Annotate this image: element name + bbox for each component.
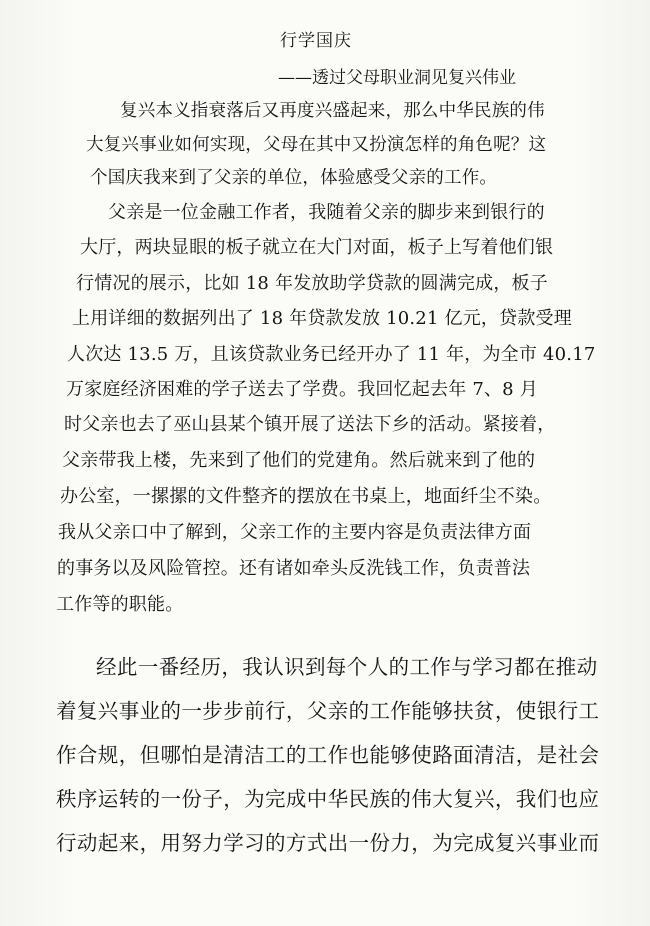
body-line-14: 的事务以及风险管控。还有诸如牵头反洗钱工作，负责普法 — [57, 558, 531, 579]
body-line-11: 父亲带我上楼，先来到了他们的党建角。然后就来到了他的 — [62, 450, 536, 471]
body-line-1: 复兴本义指衰落后又再度兴盛起来，那么中华民族的伟 — [120, 101, 545, 121]
body-line-18: 作合规，但哪怕是清洁工的工作也能够使路面清洁，是社会 — [56, 743, 600, 767]
essay-subtitle: ——透过父母职业洞见复兴伟业 — [278, 68, 516, 88]
body-line-5: 大厅，两块显眼的板子就立在大门对面，板子上写着他们银 — [80, 237, 554, 258]
body-line-13: 我从父亲口中了解到，父亲工作的主要内容是负责法律方面 — [58, 522, 532, 543]
body-line-6: 行情况的展示，比如 18 年发放助学贷款的圆满完成，板子 — [76, 273, 548, 294]
body-line-8: 人次达 13.5 万，且该贷款业务已经开办了 11 年，为全市 40.17 — [67, 344, 596, 365]
body-line-16: 经此一番经历，我认识到每个人的工作与学习都在推动 — [96, 655, 598, 679]
body-line-20: 行动起来，用努力学习的方式出一份力，为完成复兴事业而 — [56, 831, 600, 855]
body-line-7: 上用详细的数据列出了 18 年贷款发放 10.21 亿元，贷款受理 — [72, 308, 572, 329]
body-line-15: 工作等的职能。 — [56, 594, 184, 615]
body-line-12: 办公室，一摞摞的文件整齐的摆放在书桌上，地面纤尘不染。 — [60, 486, 552, 507]
body-line-17: 着复兴事业的一步步前行，父亲的工作能够扶贫，使银行工 — [56, 699, 600, 723]
body-line-2: 大复兴事业如何实现，父母在其中又扮演怎样的角色呢？这 — [86, 135, 547, 155]
body-line-10: 时父亲也去了巫山县某个镇开展了送法下乡的活动。紧接着， — [64, 414, 556, 435]
body-line-9: 万家庭经济困难的学子送去了学费。我回忆起去年 7、8 月 — [66, 379, 538, 400]
body-line-4: 父亲是一位金融工作者，我随着父亲的脚步来到银行的 — [108, 202, 545, 223]
essay-title: 行学国庆 — [280, 31, 352, 51]
body-line-3: 个国庆我来到了父亲的单位，体验感受父亲的工作。 — [90, 168, 498, 188]
body-line-19: 秩序运转的一份子，为完成中华民族的伟大复兴，我们也应 — [56, 787, 600, 811]
